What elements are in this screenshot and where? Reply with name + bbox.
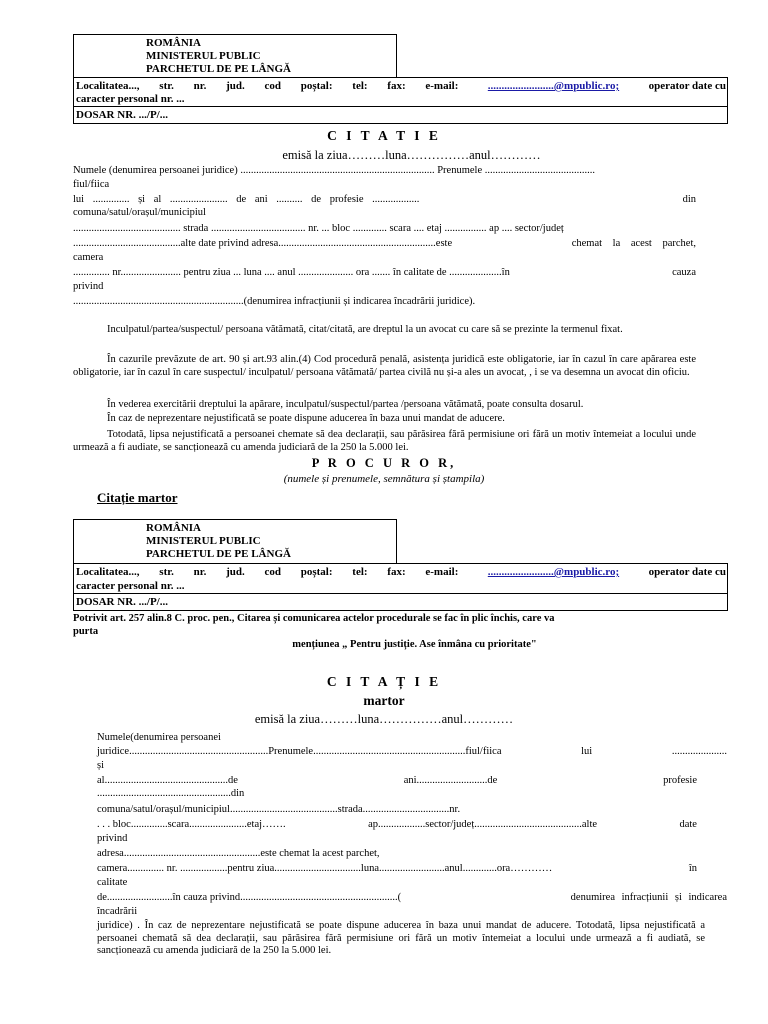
- witness-section-heading: Citație martor: [97, 490, 178, 505]
- priority-mention: mențiunea „ Pentru justiție. Ase înmâna cu prioritate": [292, 639, 537, 650]
- juridical-first-name-line: juridice.....................................................Prenumele..........................................................fiul/fiica: [97, 746, 502, 757]
- case-regarding-line: de.........................în cauza privind............................................................(: [97, 892, 402, 903]
- offence-line: .................................................................(denumirea infracțiunii și indicarea încadrării juridice).: [73, 296, 476, 307]
- child-of-label: fiul/fiica: [73, 179, 110, 190]
- fine-paragraph: Totodată, lipsa nejustificată a persoanei chemate să dea declarații, sau părăsirea fără permisiune ori fără un motiv întemeiat a locului unde urmează a fi audiate, se sancționează cu amenda judiciară de la 250 la 5.000 lei.: [73, 429, 696, 453]
- header-operator-text: operator date cu: [648, 80, 726, 92]
- issue-date-line: emisă la ziua………luna……………anul…………: [254, 712, 514, 726]
- header-email-link[interactable]: ........................@mpublic.ro;: [487, 566, 620, 578]
- header-contact-box-1: [73, 77, 728, 107]
- and-label: și: [97, 760, 105, 771]
- witness-absence-paragraph: juridice) . În caz de neprezentare nejustificată se poate dispune aducerea în baza unui mandat de aducere. Totodată, lipsa nejustificată a persoanei chemată să dea declarații, sau părăsirea fără permisiune ori fără un motiv întemeiat a locului unde urmează a fi audiată, se sancționează cu amenda judiciară de la 250 la 5.000 lei.: [97, 920, 705, 956]
- signature-note: (numele și prenumele, semnătura și ștampila): [283, 473, 485, 485]
- sealed-envelope-notice: [73, 612, 696, 651]
- prosecutor-title: P R O C U R O R,: [311, 456, 457, 470]
- from-line: ...................................................din: [97, 788, 245, 799]
- case-label: cauza: [672, 267, 696, 278]
- header-contact-text: Localitatea..., str. nr. jud. cod poștal: tel: fax: e-mail:: [76, 80, 459, 92]
- witness-citatie-title: C I T A Ț I E: [326, 674, 442, 689]
- header-box-2: [73, 519, 397, 564]
- from-label: din: [682, 194, 696, 205]
- header-operator-text: operator date cu: [648, 566, 726, 578]
- header-office: PARCHETUL DE PE LÂNGĂ: [146, 63, 291, 75]
- name-line: Numele(denumirea persoanei: [97, 732, 221, 743]
- profession-label: profesie: [663, 775, 697, 786]
- apartment-sector: ap..................sector/județ.........................................alte: [368, 819, 598, 830]
- block-stair-floor: . . . bloc..............scara......................etaj…….: [97, 819, 286, 830]
- classification-label: încadrării: [97, 906, 138, 917]
- header-operator-nr: caracter personal nr. ...: [76, 93, 185, 105]
- header-dosar-box-2: [73, 593, 728, 611]
- header-country: ROMÂNIA: [146, 37, 201, 49]
- consult-file-paragraph: În vederea exercitării dreptului la apărare, inculpatul/suspectul/partea /persoana vătămată, poate consulta dosarul.: [107, 399, 584, 410]
- issue-date-line: emisă la ziua………luna……………anul…………: [282, 148, 541, 162]
- summoned-text: chemat la acest parchet,: [571, 238, 696, 249]
- dosar-number: DOSAR NR. .../P/...: [76, 109, 168, 121]
- locality-label: comuna/satul/orașul/municipiul: [73, 207, 206, 218]
- address-summoned-line: adresa....................................................este chemat la acest parchet,: [97, 848, 380, 859]
- witness-subtitle: martor: [363, 693, 405, 708]
- dosar-number: DOSAR NR. .../P/...: [76, 596, 168, 608]
- locality-street-line: comuna/satul/orașul/municipiul.........................................strada.................................nr.: [97, 804, 461, 815]
- header-operator-nr: caracter personal nr. ...: [76, 580, 185, 592]
- room-appointment-line: camera.............. nr. ..................pentru ziua.................................luna.........................anul.............ora…………: [97, 863, 553, 874]
- appointment-line: .............. nr....................... pentru ziua ... luna .... anul ..................... ora ....... în calitate de ....................în: [73, 267, 510, 278]
- mandatory-assistance-paragraph: În cazurile prevăzute de art. 90 și art.93 alin.(4) Cod procedură penală, asistența juridică este obligatorie, iar în cazul în care apărarea este obligatorie, iar în cazul în care suspectul/ inculpatul/ persoana vătămată/ partea civilă nu și-a ales un avocat, , i se va desemna un avocat din oficiu.: [73, 354, 696, 378]
- absence-paragraph: În caz de neprezentare nejustificată se poate dispune aducerea în baza unui mandat de aducere.: [107, 413, 505, 424]
- lui-label: lui: [581, 746, 593, 757]
- header-ministry: MINISTERUL PUBLIC: [146, 50, 261, 62]
- notice-line: purta: [73, 626, 99, 637]
- header-ministry: MINISTERUL PUBLIC: [146, 535, 261, 547]
- header-email-link[interactable]: ........................@mpublic.ro;: [487, 80, 620, 92]
- header-office: PARCHETUL DE PE LÂNGĂ: [146, 548, 291, 560]
- header-country: ROMÂNIA: [146, 522, 201, 534]
- name-line: Numele (denumirea persoanei juridice) .......................................................................... Prenumele ..........................................: [73, 165, 595, 176]
- mother-line: al...............................................de: [97, 775, 238, 786]
- header-box-1: [73, 34, 397, 78]
- date-label: date: [679, 819, 697, 830]
- header-contact-text: Localitatea..., str. nr. jud. cod poștal: tel: fax: e-mail:: [76, 566, 459, 578]
- room-label: camera: [73, 252, 104, 263]
- capacity-label: calitate: [97, 877, 128, 888]
- parents-age-profession: lui .............. și al ...................... de ani .......... de profesie ..................: [73, 194, 420, 205]
- regarding-label: privind: [73, 281, 104, 292]
- regarding-label: privind: [97, 833, 128, 844]
- age-line: ani...........................de: [403, 775, 498, 786]
- offence-indication: denumirea infracțiunii și indicarea: [570, 892, 727, 903]
- other-address-data: .........................................alte date privind adresa............................................................este: [73, 238, 453, 249]
- header-dosar-box-1: [73, 106, 728, 124]
- lawyer-right-paragraph: Inculpatul/partea/suspectul/ persoana vătămată, citat/citată, are dreptul la un avocat cu care să se prezinte la termenul fixat.: [107, 324, 623, 335]
- father-dots: .....................: [671, 746, 727, 757]
- citatie-title: C I T A T I E: [327, 128, 441, 143]
- header-contact-box-2: [73, 563, 728, 594]
- notice-line: Potrivit art. 257 alin.8 C. proc. pen., Citarea și comunicarea actelor procedurale se fac în plic închis, care va: [73, 613, 555, 624]
- address-line: ......................................... strada .................................... nr. ... bloc ............. scara .... etaj ................ ap .... sector/județ: [73, 223, 564, 234]
- in-label: în: [688, 863, 697, 874]
